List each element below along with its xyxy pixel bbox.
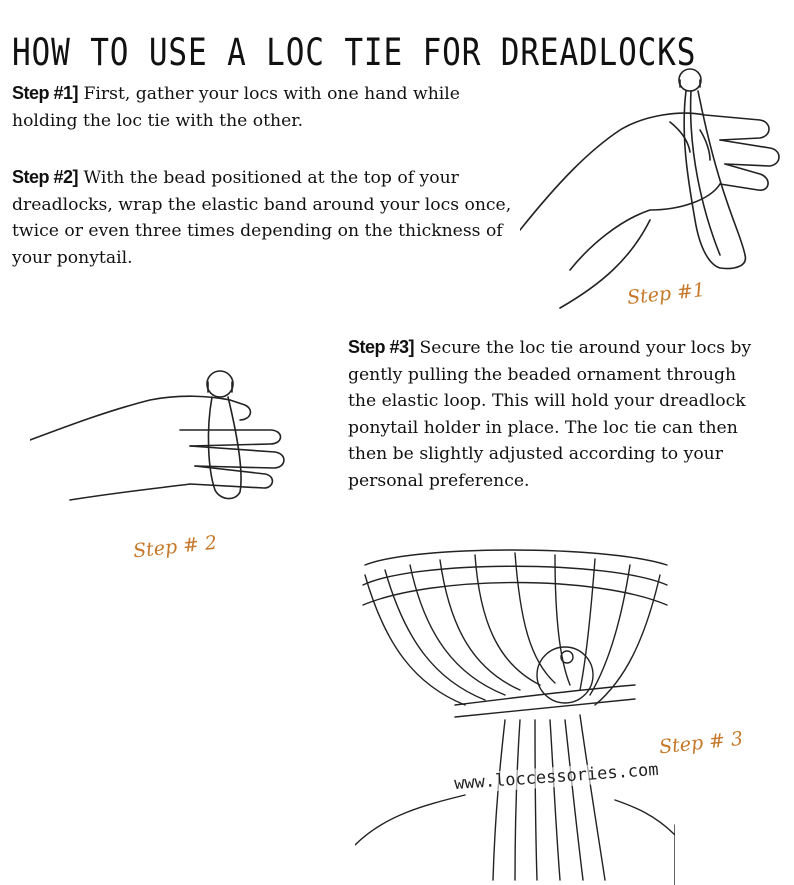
step-1-label: Step #1] <box>12 83 79 103</box>
step-3-caption: Step # 3 <box>658 727 745 759</box>
step-3-body: Secure the loc tie around your locs by gently pulling the beaded ornament through the elastic loop. This will hold your dreadlock ponytail holder in place. The loc tie can then then be slightly adjusted according to your personal preference. <box>348 338 752 491</box>
step-3-head-illustration <box>355 545 675 885</box>
step-3-label: Step #3] <box>348 337 415 357</box>
step-2-caption: Step # 2 <box>132 531 219 563</box>
watermark: www.loccessories.com <box>453 759 660 795</box>
page-title: HOW TO USE A LOC TIE FOR DREADLOCKS <box>12 30 697 74</box>
step-1-body: First, gather your locs with one hand while holding the loc tie with the other. <box>12 84 460 131</box>
step-1-caption: Step #1 <box>626 278 707 310</box>
step-3-text <box>348 334 768 495</box>
step-2-text <box>12 164 512 271</box>
step-1-hand-illustration <box>520 60 790 310</box>
step-2-label: Step #2] <box>12 167 79 187</box>
step-1-text <box>12 80 492 134</box>
step-2-body: With the bead positioned at the top of your dreadlocks, wrap the elastic band around your locs once, twice or even three times depending on the thickness of your ponytail. <box>12 168 512 268</box>
step-2-hand-illustration <box>30 360 310 530</box>
